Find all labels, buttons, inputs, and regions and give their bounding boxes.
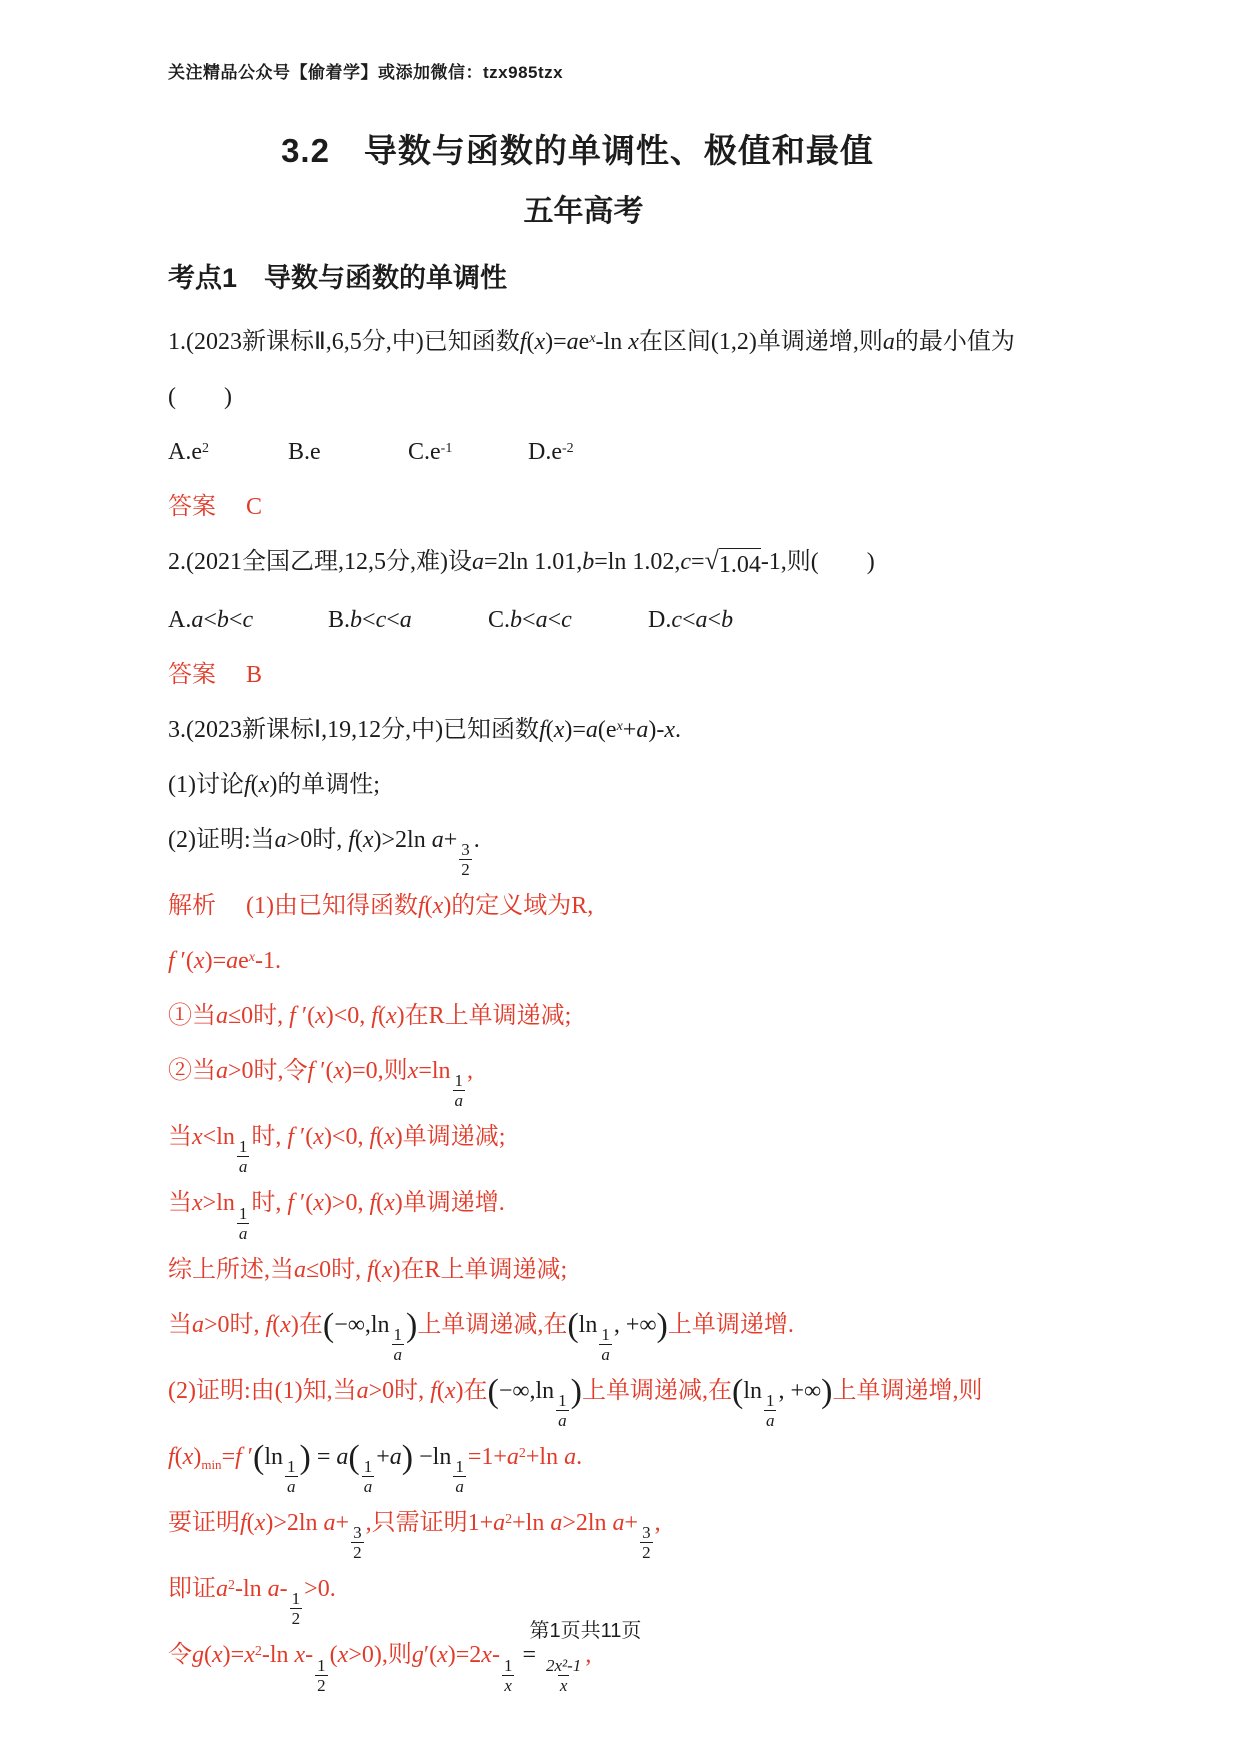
q1-option-c: $C.e^{-1}$ — [408, 439, 453, 465]
q1-options — [168, 437, 1103, 467]
proof-need: 要证明f(x)>2ln a+ $\frac{3}{2}$ ,只需证明$1+a^2+\ln$ a>2ln a+ $\frac{3}{2}$ , — [168, 1510, 661, 1563]
proof-suffices: 即证$a^2-\ln$ a- $\frac{1}{2}$ >0. — [168, 1576, 336, 1629]
analysis-increasing: 当x>ln $\frac{1}{a}$ 时, f ′(x)>0, f(x)单调递增. — [168, 1190, 505, 1243]
q1-option-a: $A.e^2$ — [168, 439, 209, 465]
q3-part2: (2)证明:当a>0时, f(x)>2ln a+ $\frac{3}{2}$ . — [168, 827, 480, 880]
analysis-domain: 解析 (1)由已知得函数f(x)的定义域为R, — [168, 892, 594, 920]
analysis-summary2: 当a>0时, f(x)在(−∞,ln $\frac{1}{a}$ )上单调递减,在(ln $\frac{1}{a}$ , +∞)上单调递增. — [168, 1306, 794, 1364]
q2-answer: 答案 B — [168, 661, 263, 688]
q1-option-b: B.e — [288, 439, 321, 465]
q1-stem: 1.(2023新课标Ⅱ,6,5分,中)已知函数$f(x)=ae^x-\ln$ x在区间(1,2)单调递增,则a的最小值为 — [168, 329, 1015, 355]
content-lines — [168, 327, 1103, 1695]
q1-choice-paren: ( ) — [168, 384, 232, 410]
proof-fmin: $f(x)_{min}=f$ ′(ln $\frac{1}{a}$ ) = a( $\frac{1}{a}$ +a) −ln $\frac{1}{a}$ $=1+a^2+\ln$ a. — [168, 1438, 583, 1497]
page-title: 3.2 导数与函数的单调性、极值和最值 — [281, 132, 874, 169]
q2-option-a: A.a<b<c — [168, 607, 254, 633]
q3-part1: (1)讨论f(x)的单调性; — [168, 772, 380, 798]
page-header-note: 关注精品公众号【偷着学】或添加微信：tzx985tzx — [168, 63, 564, 82]
q2-options — [168, 605, 1103, 635]
proof-intro: (2)证明:由(1)知,当a>0时, f(x)在(−∞,ln $\frac{1}{a}$ )上单调递减,在(ln $\frac{1}{a}$ , +∞)上单调递增,则 — [168, 1372, 983, 1430]
q1-answer: 答案 C — [168, 493, 263, 520]
q2-option-d: D.c<a<b — [648, 607, 734, 633]
q2-option-c: C.b<a<c — [488, 607, 572, 633]
q2-stem: 2.(2021全国乙理,12,5分,难)设a=2ln 1.01,b=ln 1.02,c= √ 1.04 -1,则( ) — [168, 546, 875, 578]
proof-define-g: 令$g(x)=x^2-\ln$ x- $\frac{1}{2}$ (x>0),则g′(x)=2x- $\frac{1}{x}$ = $\frac{\text{2x²-1}}{x}$ , — [168, 1642, 592, 1695]
q2-option-b: B.b<c<a — [328, 607, 412, 633]
q1-option-d: $D.e^{-2}$ — [528, 439, 574, 465]
analysis-summary1: 综上所述,当a≤0时, f(x)在R上单调递减; — [168, 1256, 568, 1283]
q3-stem: 3.(2023新课标Ⅰ,19,12分,中)已知函数$f(x)=a(e^x+a)-x$. — [168, 717, 681, 743]
page-number: 第1页共11页 — [529, 1620, 642, 1642]
analysis-derivative: f $'(x)=ae^x-1$. — [168, 948, 281, 975]
section-heading: 考点1 导数与函数的单调性 — [168, 263, 508, 293]
analysis-case1: ①当a≤0时, f ′(x)<0, f(x)在R上单调递减; — [168, 1003, 572, 1030]
analysis-case2: ②当a>0时,令f ′(x)=0,则x=ln $\frac{1}{a}$ , — [168, 1058, 474, 1111]
analysis-decreasing: 当x<ln $\frac{1}{a}$ 时, f ′(x)<0, f(x)单调递减; — [168, 1124, 506, 1177]
page-subtitle: 五年高考 — [523, 195, 644, 228]
